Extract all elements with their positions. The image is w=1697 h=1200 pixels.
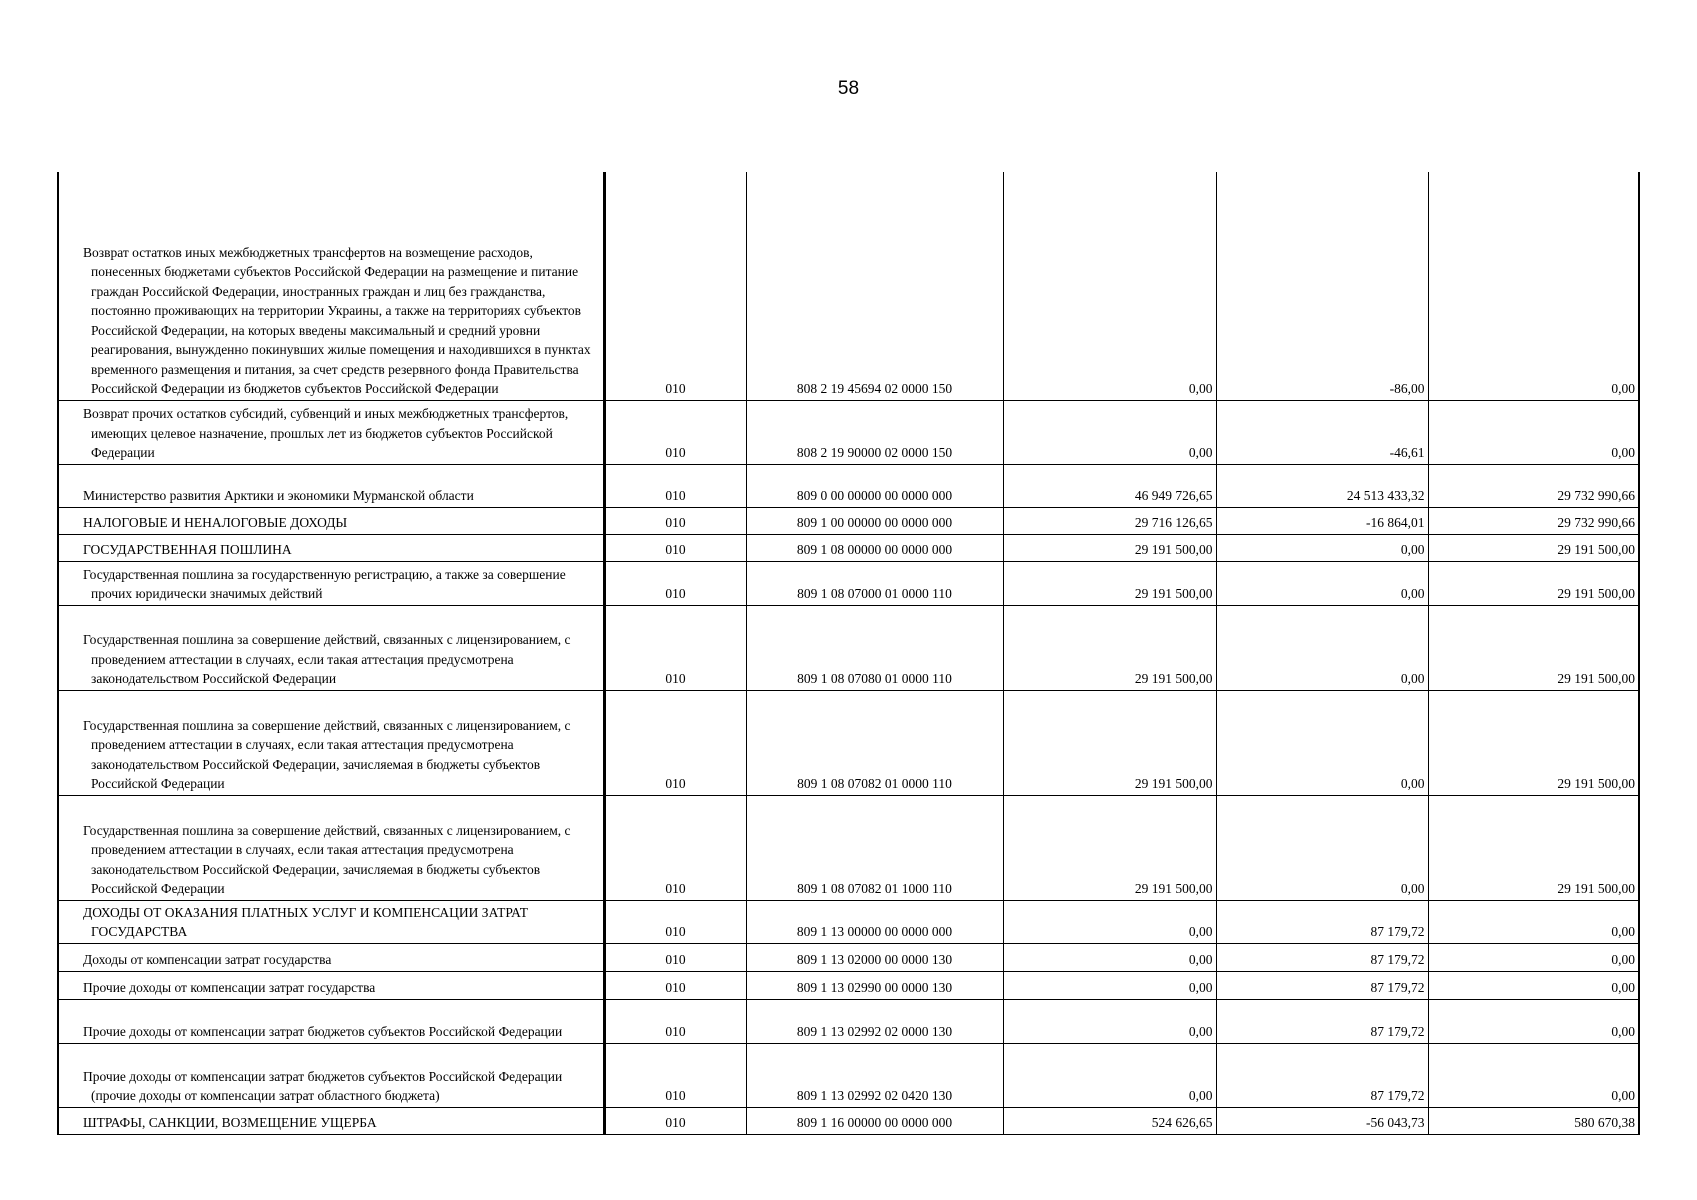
table-row	[58, 1107, 1639, 1134]
row-name: НАЛОГОВЫЕ И НЕНАЛОГОВЫЕ ДОХОДЫ	[58, 507, 604, 534]
row-value-1: 0,00	[1003, 172, 1216, 400]
row-code: 010	[604, 1107, 746, 1134]
table-row	[58, 999, 1639, 1043]
row-value-1: 29 191 500,00	[1003, 795, 1216, 900]
row-name: Прочие доходы от компенсации затрат бюджетов субъектов Российской Федерации	[58, 999, 604, 1043]
row-name: Государственная пошлина за совершение действий, связанных с лицензированием, с проведением аттестации в случаях, если такая аттестация предусмотрена законодательством Российской Федерации, зачисляемая в бюджеты субъектов Российской Федерации	[58, 795, 604, 900]
row-value-3: 29 191 500,00	[1428, 534, 1639, 561]
row-value-3: 0,00	[1428, 400, 1639, 464]
row-value-2: -56 043,73	[1216, 1107, 1428, 1134]
row-kbk: 809 0 00 00000 00 0000 000	[746, 464, 1003, 507]
row-kbk: 809 1 13 02992 02 0420 130	[746, 1043, 1003, 1107]
row-value-2: 87 179,72	[1216, 1043, 1428, 1107]
table-row	[58, 561, 1639, 605]
table-row	[58, 900, 1639, 943]
row-value-2: 87 179,72	[1216, 971, 1428, 999]
row-value-3: 29 191 500,00	[1428, 690, 1639, 795]
row-kbk: 809 1 08 07080 01 0000 110	[746, 605, 1003, 690]
row-kbk: 809 1 08 07082 01 0000 110	[746, 690, 1003, 795]
table-row	[58, 507, 1639, 534]
row-value-3: 0,00	[1428, 971, 1639, 999]
table-row	[58, 1043, 1639, 1107]
row-kbk: 809 1 08 07082 01 1000 110	[746, 795, 1003, 900]
row-name: Прочие доходы от компенсации затрат государства	[58, 971, 604, 999]
table-row	[58, 400, 1639, 464]
row-kbk: 809 1 08 07000 01 0000 110	[746, 561, 1003, 605]
row-kbk: 808 2 19 90000 02 0000 150	[746, 400, 1003, 464]
row-value-1: 29 191 500,00	[1003, 534, 1216, 561]
row-value-1: 0,00	[1003, 999, 1216, 1043]
row-value-1: 0,00	[1003, 900, 1216, 943]
row-name: Государственная пошлина за совершение действий, связанных с лицензированием, с проведением аттестации в случаях, если такая аттестация предусмотрена законодательством Российской Федерации, зачисляемая в бюджеты субъектов Российской Федерации	[58, 690, 604, 795]
row-kbk: 809 1 16 00000 00 0000 000	[746, 1107, 1003, 1134]
row-value-3: 29 732 990,66	[1428, 464, 1639, 507]
row-kbk: 809 1 13 02992 02 0000 130	[746, 999, 1003, 1043]
row-value-3: 29 732 990,66	[1428, 507, 1639, 534]
row-value-1: 29 191 500,00	[1003, 690, 1216, 795]
row-value-3: 29 191 500,00	[1428, 795, 1639, 900]
row-value-2: 87 179,72	[1216, 943, 1428, 971]
row-value-2: 87 179,72	[1216, 900, 1428, 943]
table-row	[58, 971, 1639, 999]
row-value-2: 0,00	[1216, 561, 1428, 605]
row-value-3: 29 191 500,00	[1428, 605, 1639, 690]
row-code: 010	[604, 172, 746, 400]
row-name: Государственная пошлина за совершение действий, связанных с лицензированием, с проведением аттестации в случаях, если такая аттестация предусмотрена законодательством Российской Федерации	[58, 605, 604, 690]
row-code: 010	[604, 507, 746, 534]
row-value-3: 580 670,38	[1428, 1107, 1639, 1134]
row-kbk: 809 1 08 00000 00 0000 000	[746, 534, 1003, 561]
row-value-1: 0,00	[1003, 943, 1216, 971]
row-value-2: 0,00	[1216, 605, 1428, 690]
row-code: 010	[604, 534, 746, 561]
row-code: 010	[604, 400, 746, 464]
row-code: 010	[604, 795, 746, 900]
table-row	[58, 795, 1639, 900]
row-name: Возврат остатков иных межбюджетных трансфертов на возмещение расходов, понесенных бюджетами субъектов Российской Федерации на размещение и питание граждан Российской Федерации, иностранных граждан и лиц без гражданства, постоянно проживающих на территории Украины, а также на территориях субъектов Российской Федерации, на которых введены максимальный и средний уровни реагирования, вынужденно покинувших жилые помещения и находившихся в пунктах временного размещения и питания, за счет средств резервного фонда Правительства Российской Федерации из бюджетов субъектов Российской Федерации	[58, 172, 604, 400]
row-value-1: 0,00	[1003, 1043, 1216, 1107]
row-value-2: 87 179,72	[1216, 999, 1428, 1043]
row-name: Государственная пошлина за государственную регистрацию, а также за совершение прочих юридически значимых действий	[58, 561, 604, 605]
row-kbk: 809 1 00 00000 00 0000 000	[746, 507, 1003, 534]
row-value-3: 0,00	[1428, 1043, 1639, 1107]
row-value-1: 0,00	[1003, 400, 1216, 464]
row-value-2: 0,00	[1216, 534, 1428, 561]
row-value-3: 0,00	[1428, 943, 1639, 971]
table-row	[58, 943, 1639, 971]
row-value-1: 46 949 726,65	[1003, 464, 1216, 507]
row-value-3: 0,00	[1428, 172, 1639, 400]
table-row	[58, 690, 1639, 795]
row-value-1: 29 716 126,65	[1003, 507, 1216, 534]
row-code: 010	[604, 464, 746, 507]
row-code: 010	[604, 999, 746, 1043]
row-code: 010	[604, 561, 746, 605]
row-value-2: -46,61	[1216, 400, 1428, 464]
row-value-2: 0,00	[1216, 795, 1428, 900]
row-value-3: 0,00	[1428, 900, 1639, 943]
table-row	[58, 464, 1639, 507]
table-row	[58, 605, 1639, 690]
row-name: ДОХОДЫ ОТ ОКАЗАНИЯ ПЛАТНЫХ УСЛУГ И КОМПЕНСАЦИИ ЗАТРАТ ГОСУДАРСТВА	[58, 900, 604, 943]
row-value-2: 0,00	[1216, 690, 1428, 795]
row-code: 010	[604, 690, 746, 795]
row-kbk: 808 2 19 45694 02 0000 150	[746, 172, 1003, 400]
row-name: Доходы от компенсации затрат государства	[58, 943, 604, 971]
row-value-2: -86,00	[1216, 172, 1428, 400]
row-name: Министерство развития Арктики и экономики Мурманской области	[58, 464, 604, 507]
table-row	[58, 172, 1639, 400]
row-kbk: 809 1 13 02000 00 0000 130	[746, 943, 1003, 971]
row-value-1: 524 626,65	[1003, 1107, 1216, 1134]
row-value-1: 29 191 500,00	[1003, 561, 1216, 605]
page-number: 58	[837, 78, 860, 99]
table-row	[58, 534, 1639, 561]
budget-revenue-table	[57, 172, 1640, 1135]
row-name: ШТРАФЫ, САНКЦИИ, ВОЗМЕЩЕНИЕ УЩЕРБА	[58, 1107, 604, 1134]
row-name: Прочие доходы от компенсации затрат бюджетов субъектов Российской Федерации (прочие доходы от компенсации затрат областного бюджета)	[58, 1043, 604, 1107]
row-code: 010	[604, 943, 746, 971]
row-value-2: 24 513 433,32	[1216, 464, 1428, 507]
row-name: Возврат прочих остатков субсидий, субвенций и иных межбюджетных трансфертов, имеющих целевое назначение, прошлых лет из бюджетов субъектов Российской Федерации	[58, 400, 604, 464]
row-code: 010	[604, 605, 746, 690]
row-code: 010	[604, 900, 746, 943]
row-value-3: 29 191 500,00	[1428, 561, 1639, 605]
row-kbk: 809 1 13 02990 00 0000 130	[746, 971, 1003, 999]
row-value-2: -16 864,01	[1216, 507, 1428, 534]
row-code: 010	[604, 971, 746, 999]
row-value-1: 29 191 500,00	[1003, 605, 1216, 690]
row-kbk: 809 1 13 00000 00 0000 000	[746, 900, 1003, 943]
row-code: 010	[604, 1043, 746, 1107]
row-value-1: 0,00	[1003, 971, 1216, 999]
row-name: ГОСУДАРСТВЕННАЯ ПОШЛИНА	[58, 534, 604, 561]
row-value-3: 0,00	[1428, 999, 1639, 1043]
